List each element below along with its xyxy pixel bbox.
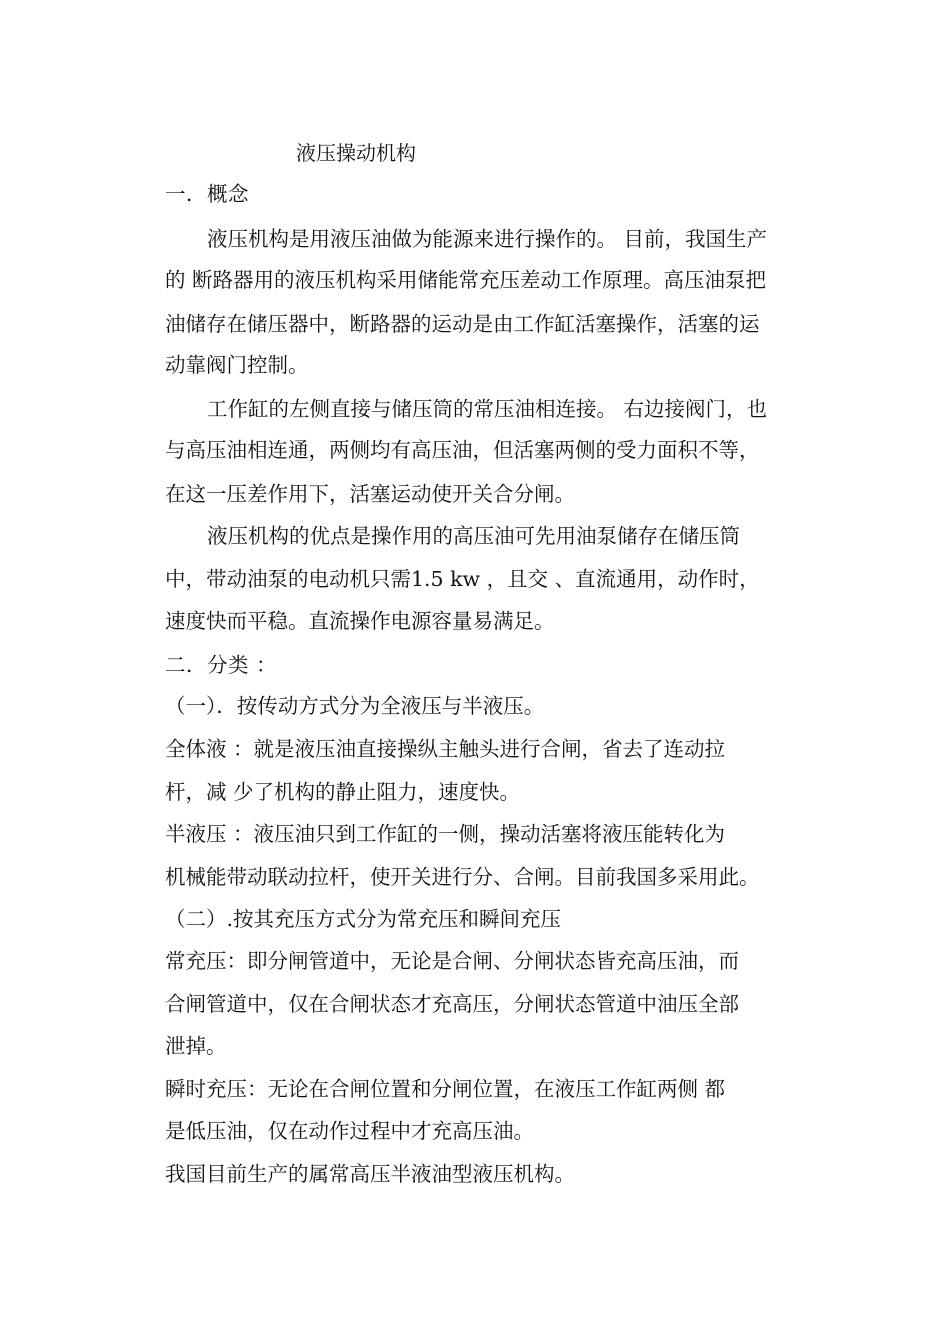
paragraph-line: 全体液 ：就是液压油直接操纵主触头进行合闸，省去了连动拉: [165, 737, 726, 761]
paragraph-line: 液压机构是用液压油做为能源来进行操作的。 目前，我国生产: [207, 227, 768, 251]
paragraph-line: 中，带动油泵的电动机只需1.5 kw ，且交 、直流通用，动作时，: [165, 567, 760, 591]
paragraph-line: 速度快而平稳。直流操作电源容量易满足。: [165, 609, 555, 633]
paragraph-line: 是低压油，仅在动作过程中才充高压油。: [165, 1119, 534, 1143]
subsection-heading: （一）．按传动方式分为全液压与半液压。: [165, 694, 545, 718]
paragraph-line: 常充压：即分闸管道中，无论是合闸、分闸状态皆充高压油，而: [165, 949, 739, 973]
document-title: 液压操动机构: [296, 141, 416, 165]
paragraph-line: 瞬时充压：无论在合闸位置和分闸位置，在液压工作缸两侧 都: [165, 1077, 726, 1101]
section-heading-classification: 二．分类 ：: [165, 653, 278, 677]
paragraph-line: 合闸管道中，仅在合闸状态才充高压，分闸状态管道中油压全部: [165, 992, 739, 1016]
section-heading-concept: 一．概念: [165, 182, 249, 206]
paragraph-line: 的 断路器用的液压机构采用储能常充压差动工作原理。高压油泵把: [165, 268, 767, 292]
paragraph-line: 与高压油相连通，两侧均有高压油，但活塞两侧的受力面积不等，: [165, 438, 760, 462]
paragraph-line: 杆，减 少了机构的静止阻力，速度快。: [165, 780, 521, 804]
paragraph-line: 在这一压差作用下，活塞运动使开关合分闸。: [165, 482, 575, 506]
conclusion-line: 我国目前生产的属常高压半液油型液压机构。: [165, 1162, 575, 1186]
paragraph-line: 半液压 ：液压油只到工作缸的一侧，操动活塞将液压能转化为: [165, 822, 726, 846]
subsection-heading: （二）.按其充压方式分为常充压和瞬间充压: [165, 907, 562, 931]
paragraph-line: 工作缸的左侧直接与储压筒的常压油相连接。 右边接阀门，也: [207, 397, 768, 421]
paragraph-line: 泄掉。: [165, 1034, 227, 1058]
paragraph-line: 机械能带动联动拉杆，使开关进行分、合闸。目前我国多采用此。: [165, 865, 760, 889]
paragraph-line: 油储存在储压器中，断路器的运动是由工作缸活塞操作，活塞的运: [165, 312, 760, 336]
paragraph-line: 动靠阀门控制。: [165, 353, 309, 377]
paragraph-line: 液压机构的优点是操作用的高压油可先用油泵储存在储压筒: [207, 524, 740, 548]
